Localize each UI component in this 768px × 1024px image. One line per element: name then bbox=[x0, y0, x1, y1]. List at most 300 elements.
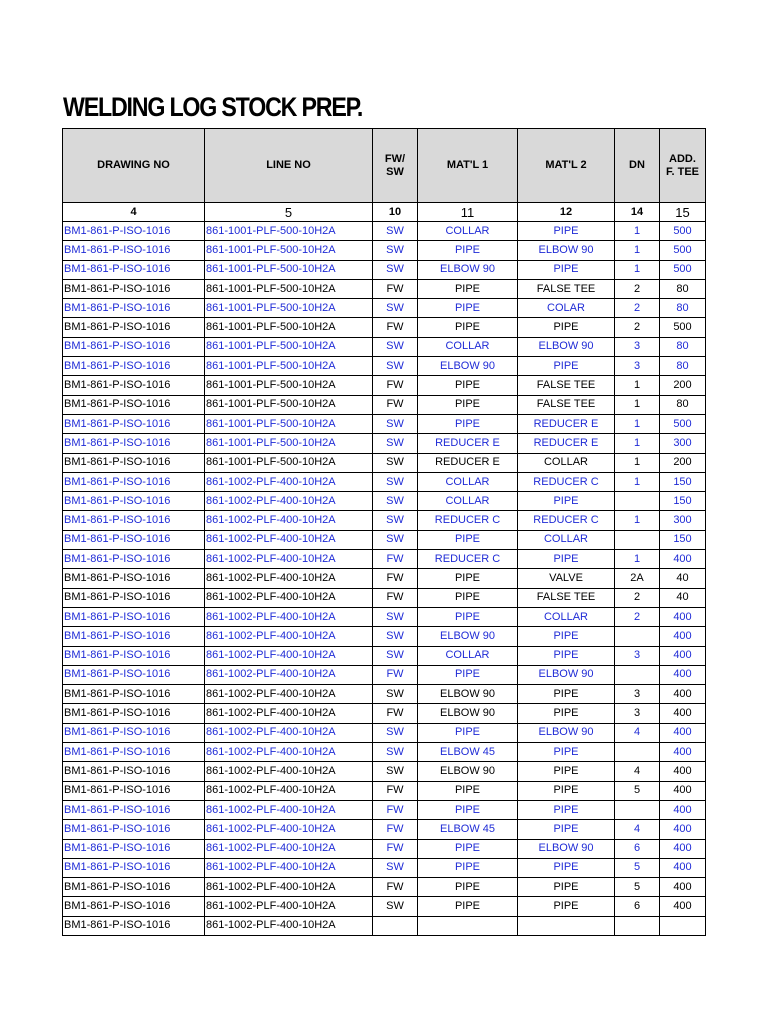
matl-2-cell: REDUCER C bbox=[518, 472, 615, 491]
add-f-tee-cell: 80 bbox=[660, 279, 706, 298]
add-f-tee-cell: 500 bbox=[660, 222, 706, 241]
line-no-cell: 861-1002-PLF-400-10H2A bbox=[205, 530, 373, 549]
header-fw-sw: FW/ SW bbox=[373, 129, 418, 203]
line-no-cell: 861-1002-PLF-400-10H2A bbox=[205, 511, 373, 530]
dn-cell: 5 bbox=[615, 878, 660, 897]
dn-cell: 4 bbox=[615, 723, 660, 742]
matl-1-cell: PIPE bbox=[418, 569, 518, 588]
table-row bbox=[63, 337, 706, 356]
dn-cell: 1 bbox=[615, 414, 660, 433]
drawing-no-cell: BM1-861-P-ISO-1016 bbox=[63, 627, 205, 646]
matl-1-cell: ELBOW 45 bbox=[418, 820, 518, 839]
dn-cell: 2 bbox=[615, 588, 660, 607]
add-f-tee-cell: 400 bbox=[660, 858, 706, 877]
table-row bbox=[63, 434, 706, 453]
line-no-cell: 861-1001-PLF-500-10H2A bbox=[205, 414, 373, 433]
add-f-tee-cell: 500 bbox=[660, 241, 706, 260]
drawing-no-cell: BM1-861-P-ISO-1016 bbox=[63, 839, 205, 858]
matl-2-cell: ELBOW 90 bbox=[518, 723, 615, 742]
line-no-cell: 861-1002-PLF-400-10H2A bbox=[205, 588, 373, 607]
matl-2-cell: PIPE bbox=[518, 704, 615, 723]
dn-cell: 3 bbox=[615, 337, 660, 356]
add-f-tee-cell: 80 bbox=[660, 395, 706, 414]
matl-1-cell: PIPE bbox=[418, 839, 518, 858]
dn-cell: 2 bbox=[615, 299, 660, 318]
fw-sw-cell: FW bbox=[373, 820, 418, 839]
table-row bbox=[63, 743, 706, 762]
line-no-cell: 861-1002-PLF-400-10H2A bbox=[205, 665, 373, 684]
drawing-no-cell: BM1-861-P-ISO-1016 bbox=[63, 916, 205, 935]
drawing-no-cell: BM1-861-P-ISO-1016 bbox=[63, 222, 205, 241]
matl-2-cell: COLLAR bbox=[518, 530, 615, 549]
dn-cell: 3 bbox=[615, 685, 660, 704]
dn-cell: 4 bbox=[615, 762, 660, 781]
fw-sw-cell: FW bbox=[373, 588, 418, 607]
fw-sw-cell: FW bbox=[373, 569, 418, 588]
drawing-no-cell: BM1-861-P-ISO-1016 bbox=[63, 357, 205, 376]
fw-sw-cell: FW bbox=[373, 781, 418, 800]
matl-2-cell: COLLAR bbox=[518, 607, 615, 626]
dn-cell: 1 bbox=[615, 472, 660, 491]
add-f-tee-cell: 150 bbox=[660, 530, 706, 549]
dn-cell: 5 bbox=[615, 781, 660, 800]
table-row bbox=[63, 627, 706, 646]
line-no-cell: 861-1001-PLF-500-10H2A bbox=[205, 453, 373, 472]
line-no-cell: 861-1002-PLF-400-10H2A bbox=[205, 704, 373, 723]
matl-2-cell: FALSE TEE bbox=[518, 376, 615, 395]
add-f-tee-cell: 150 bbox=[660, 492, 706, 511]
table-row bbox=[63, 395, 706, 414]
fw-sw-cell: SW bbox=[373, 685, 418, 704]
fw-sw-cell: SW bbox=[373, 646, 418, 665]
drawing-no-cell: BM1-861-P-ISO-1016 bbox=[63, 337, 205, 356]
table-row bbox=[63, 550, 706, 569]
drawing-no-cell: BM1-861-P-ISO-1016 bbox=[63, 414, 205, 433]
fw-sw-cell: FW bbox=[373, 704, 418, 723]
add-f-tee-cell: 500 bbox=[660, 414, 706, 433]
line-no-cell: 861-1001-PLF-500-10H2A bbox=[205, 318, 373, 337]
fw-sw-cell: SW bbox=[373, 511, 418, 530]
line-no-cell: 861-1002-PLF-400-10H2A bbox=[205, 685, 373, 704]
fw-sw-cell: SW bbox=[373, 607, 418, 626]
table-row bbox=[63, 588, 706, 607]
matl-1-cell: PIPE bbox=[418, 299, 518, 318]
add-f-tee-cell: 400 bbox=[660, 800, 706, 819]
line-no-cell: 861-1001-PLF-500-10H2A bbox=[205, 357, 373, 376]
drawing-no-cell: BM1-861-P-ISO-1016 bbox=[63, 241, 205, 260]
table-row bbox=[63, 569, 706, 588]
line-no-cell: 861-1002-PLF-400-10H2A bbox=[205, 820, 373, 839]
matl-1-cell: PIPE bbox=[418, 858, 518, 877]
drawing-no-cell: BM1-861-P-ISO-1016 bbox=[63, 511, 205, 530]
fw-sw-cell: SW bbox=[373, 743, 418, 762]
dn-cell bbox=[615, 665, 660, 684]
add-f-tee-cell: 400 bbox=[660, 878, 706, 897]
dn-cell bbox=[615, 916, 660, 935]
matl-1-cell: PIPE bbox=[418, 800, 518, 819]
add-f-tee-cell: 400 bbox=[660, 743, 706, 762]
table-row bbox=[63, 897, 706, 916]
drawing-no-cell: BM1-861-P-ISO-1016 bbox=[63, 318, 205, 337]
matl-2-cell: PIPE bbox=[518, 800, 615, 819]
line-no-cell: 861-1002-PLF-400-10H2A bbox=[205, 878, 373, 897]
dn-cell: 4 bbox=[615, 820, 660, 839]
fw-sw-cell: FW bbox=[373, 878, 418, 897]
drawing-no-cell: BM1-861-P-ISO-1016 bbox=[63, 453, 205, 472]
add-f-tee-cell: 40 bbox=[660, 569, 706, 588]
header-matl-2: MAT'L 2 bbox=[518, 129, 615, 203]
drawing-no-cell: BM1-861-P-ISO-1016 bbox=[63, 588, 205, 607]
drawing-no-cell: BM1-861-P-ISO-1016 bbox=[63, 665, 205, 684]
matl-1-cell: ELBOW 90 bbox=[418, 357, 518, 376]
matl-1-cell: ELBOW 90 bbox=[418, 685, 518, 704]
dn-cell: 2 bbox=[615, 318, 660, 337]
drawing-no-cell: BM1-861-P-ISO-1016 bbox=[63, 279, 205, 298]
matl-2-cell: ELBOW 90 bbox=[518, 241, 615, 260]
dn-cell: 2 bbox=[615, 607, 660, 626]
matl-1-cell: REDUCER C bbox=[418, 550, 518, 569]
matl-2-cell: PIPE bbox=[518, 897, 615, 916]
dn-cell: 1 bbox=[615, 260, 660, 279]
add-f-tee-cell: 400 bbox=[660, 646, 706, 665]
table-row bbox=[63, 685, 706, 704]
drawing-no-cell: BM1-861-P-ISO-1016 bbox=[63, 685, 205, 704]
line-no-cell: 861-1001-PLF-500-10H2A bbox=[205, 241, 373, 260]
dn-cell bbox=[615, 530, 660, 549]
add-f-tee-cell: 400 bbox=[660, 550, 706, 569]
dn-cell: 1 bbox=[615, 434, 660, 453]
matl-2-cell: REDUCER E bbox=[518, 414, 615, 433]
add-f-tee-cell: 200 bbox=[660, 453, 706, 472]
table-row bbox=[63, 453, 706, 472]
matl-2-cell: ELBOW 90 bbox=[518, 665, 615, 684]
add-f-tee-cell: 400 bbox=[660, 607, 706, 626]
matl-2-cell: PIPE bbox=[518, 318, 615, 337]
table-row bbox=[63, 260, 706, 279]
page-title: WELDING LOG STOCK PREP. bbox=[63, 92, 363, 122]
matl-1-cell: ELBOW 45 bbox=[418, 743, 518, 762]
dn-cell: 3 bbox=[615, 646, 660, 665]
table-row bbox=[63, 492, 706, 511]
header-row bbox=[63, 129, 706, 203]
header-matl-1: MAT'L 1 bbox=[418, 129, 518, 203]
fw-sw-cell: SW bbox=[373, 762, 418, 781]
add-f-tee-cell: 400 bbox=[660, 665, 706, 684]
column-number: 12 bbox=[518, 203, 615, 222]
fw-sw-cell: FW bbox=[373, 550, 418, 569]
matl-2-cell: FALSE TEE bbox=[518, 395, 615, 414]
matl-2-cell: PIPE bbox=[518, 260, 615, 279]
matl-2-cell: PIPE bbox=[518, 550, 615, 569]
add-f-tee-cell: 400 bbox=[660, 820, 706, 839]
line-no-cell: 861-1002-PLF-400-10H2A bbox=[205, 781, 373, 800]
line-no-cell: 861-1002-PLF-400-10H2A bbox=[205, 646, 373, 665]
line-no-cell: 861-1002-PLF-400-10H2A bbox=[205, 723, 373, 742]
fw-sw-cell: FW bbox=[373, 376, 418, 395]
matl-2-cell: COLLAR bbox=[518, 453, 615, 472]
add-f-tee-cell: 80 bbox=[660, 337, 706, 356]
matl-1-cell: COLLAR bbox=[418, 337, 518, 356]
dn-cell: 6 bbox=[615, 897, 660, 916]
table-row bbox=[63, 878, 706, 897]
add-f-tee-cell: 400 bbox=[660, 685, 706, 704]
matl-1-cell: PIPE bbox=[418, 414, 518, 433]
dn-cell bbox=[615, 800, 660, 819]
add-f-tee-cell: 400 bbox=[660, 762, 706, 781]
matl-1-cell: ELBOW 90 bbox=[418, 260, 518, 279]
drawing-no-cell: BM1-861-P-ISO-1016 bbox=[63, 530, 205, 549]
fw-sw-cell: SW bbox=[373, 627, 418, 646]
matl-1-cell bbox=[418, 916, 518, 935]
matl-1-cell: PIPE bbox=[418, 897, 518, 916]
table-row bbox=[63, 511, 706, 530]
line-no-cell: 861-1002-PLF-400-10H2A bbox=[205, 472, 373, 491]
fw-sw-cell: SW bbox=[373, 260, 418, 279]
fw-sw-cell: SW bbox=[373, 897, 418, 916]
table-row bbox=[63, 299, 706, 318]
dn-cell: 3 bbox=[615, 704, 660, 723]
matl-1-cell: PIPE bbox=[418, 241, 518, 260]
fw-sw-cell: SW bbox=[373, 299, 418, 318]
table-row bbox=[63, 646, 706, 665]
table-row bbox=[63, 781, 706, 800]
line-no-cell: 861-1002-PLF-400-10H2A bbox=[205, 569, 373, 588]
matl-1-cell: ELBOW 90 bbox=[418, 627, 518, 646]
drawing-no-cell: BM1-861-P-ISO-1016 bbox=[63, 897, 205, 916]
dn-cell: 1 bbox=[615, 222, 660, 241]
dn-cell: 6 bbox=[615, 839, 660, 858]
matl-2-cell bbox=[518, 916, 615, 935]
header-line-no: LINE NO bbox=[205, 129, 373, 203]
drawing-no-cell: BM1-861-P-ISO-1016 bbox=[63, 492, 205, 511]
dn-cell: 1 bbox=[615, 376, 660, 395]
matl-2-cell: REDUCER E bbox=[518, 434, 615, 453]
matl-1-cell: PIPE bbox=[418, 781, 518, 800]
column-number: 10 bbox=[373, 203, 418, 222]
matl-1-cell: PIPE bbox=[418, 723, 518, 742]
matl-2-cell: PIPE bbox=[518, 357, 615, 376]
column-number: 14 bbox=[615, 203, 660, 222]
add-f-tee-cell: 400 bbox=[660, 839, 706, 858]
dn-cell: 3 bbox=[615, 357, 660, 376]
matl-1-cell: PIPE bbox=[418, 878, 518, 897]
fw-sw-cell: SW bbox=[373, 222, 418, 241]
table-row bbox=[63, 357, 706, 376]
matl-1-cell: COLLAR bbox=[418, 646, 518, 665]
matl-1-cell: PIPE bbox=[418, 376, 518, 395]
line-no-cell: 861-1001-PLF-500-10H2A bbox=[205, 395, 373, 414]
line-no-cell: 861-1002-PLF-400-10H2A bbox=[205, 762, 373, 781]
matl-2-cell: VALVE bbox=[518, 569, 615, 588]
column-number: 5 bbox=[205, 203, 373, 222]
drawing-no-cell: BM1-861-P-ISO-1016 bbox=[63, 781, 205, 800]
line-no-cell: 861-1001-PLF-500-10H2A bbox=[205, 337, 373, 356]
table-row bbox=[63, 762, 706, 781]
matl-2-cell: PIPE bbox=[518, 492, 615, 511]
drawing-no-cell: BM1-861-P-ISO-1016 bbox=[63, 820, 205, 839]
matl-2-cell: REDUCER C bbox=[518, 511, 615, 530]
matl-2-cell: PIPE bbox=[518, 820, 615, 839]
matl-1-cell: PIPE bbox=[418, 665, 518, 684]
add-f-tee-cell: 400 bbox=[660, 781, 706, 800]
line-no-cell: 861-1002-PLF-400-10H2A bbox=[205, 627, 373, 646]
matl-1-cell: COLLAR bbox=[418, 492, 518, 511]
table-row bbox=[63, 665, 706, 684]
header-add-f-tee: ADD. F. TEE bbox=[660, 129, 706, 203]
drawing-no-cell: BM1-861-P-ISO-1016 bbox=[63, 569, 205, 588]
table-row bbox=[63, 916, 706, 935]
drawing-no-cell: BM1-861-P-ISO-1016 bbox=[63, 472, 205, 491]
drawing-no-cell: BM1-861-P-ISO-1016 bbox=[63, 878, 205, 897]
drawing-no-cell: BM1-861-P-ISO-1016 bbox=[63, 723, 205, 742]
matl-2-cell: ELBOW 90 bbox=[518, 839, 615, 858]
add-f-tee-cell: 300 bbox=[660, 511, 706, 530]
table-row bbox=[63, 704, 706, 723]
add-f-tee-cell: 150 bbox=[660, 472, 706, 491]
dn-cell: 5 bbox=[615, 858, 660, 877]
add-f-tee-cell: 400 bbox=[660, 897, 706, 916]
add-f-tee-cell: 500 bbox=[660, 260, 706, 279]
matl-2-cell: PIPE bbox=[518, 762, 615, 781]
table-row bbox=[63, 318, 706, 337]
table-row bbox=[63, 800, 706, 819]
table-row bbox=[63, 279, 706, 298]
dn-cell bbox=[615, 627, 660, 646]
table-row bbox=[63, 858, 706, 877]
fw-sw-cell: SW bbox=[373, 337, 418, 356]
matl-2-cell: PIPE bbox=[518, 627, 615, 646]
matl-1-cell: PIPE bbox=[418, 279, 518, 298]
fw-sw-cell: SW bbox=[373, 858, 418, 877]
header-drawing-no: DRAWING NO bbox=[63, 129, 205, 203]
matl-2-cell: PIPE bbox=[518, 685, 615, 704]
fw-sw-cell: SW bbox=[373, 492, 418, 511]
line-no-cell: 861-1002-PLF-400-10H2A bbox=[205, 839, 373, 858]
fw-sw-cell: SW bbox=[373, 241, 418, 260]
drawing-no-cell: BM1-861-P-ISO-1016 bbox=[63, 395, 205, 414]
dn-cell: 1 bbox=[615, 395, 660, 414]
fw-sw-cell: FW bbox=[373, 665, 418, 684]
drawing-no-cell: BM1-861-P-ISO-1016 bbox=[63, 434, 205, 453]
line-no-cell: 861-1001-PLF-500-10H2A bbox=[205, 222, 373, 241]
add-f-tee-cell: 400 bbox=[660, 627, 706, 646]
fw-sw-cell: SW bbox=[373, 453, 418, 472]
line-no-cell: 861-1002-PLF-400-10H2A bbox=[205, 550, 373, 569]
fw-sw-cell: SW bbox=[373, 434, 418, 453]
drawing-no-cell: BM1-861-P-ISO-1016 bbox=[63, 762, 205, 781]
fw-sw-cell: FW bbox=[373, 279, 418, 298]
matl-2-cell: PIPE bbox=[518, 878, 615, 897]
line-no-cell: 861-1002-PLF-400-10H2A bbox=[205, 916, 373, 935]
line-no-cell: 861-1001-PLF-500-10H2A bbox=[205, 434, 373, 453]
fw-sw-cell: SW bbox=[373, 414, 418, 433]
matl-2-cell: COLAR bbox=[518, 299, 615, 318]
matl-2-cell: PIPE bbox=[518, 222, 615, 241]
table-row bbox=[63, 222, 706, 241]
fw-sw-cell: FW bbox=[373, 839, 418, 858]
column-number: 4 bbox=[63, 203, 205, 222]
matl-2-cell: PIPE bbox=[518, 743, 615, 762]
line-no-cell: 861-1002-PLF-400-10H2A bbox=[205, 858, 373, 877]
fw-sw-cell: FW bbox=[373, 395, 418, 414]
line-no-cell: 861-1001-PLF-500-10H2A bbox=[205, 279, 373, 298]
matl-2-cell: PIPE bbox=[518, 858, 615, 877]
add-f-tee-cell: 40 bbox=[660, 588, 706, 607]
table-row bbox=[63, 414, 706, 433]
drawing-no-cell: BM1-861-P-ISO-1016 bbox=[63, 646, 205, 665]
header-dn: DN bbox=[615, 129, 660, 203]
table-row bbox=[63, 472, 706, 491]
table-row bbox=[63, 241, 706, 260]
drawing-no-cell: BM1-861-P-ISO-1016 bbox=[63, 704, 205, 723]
fw-sw-cell: SW bbox=[373, 357, 418, 376]
add-f-tee-cell: 400 bbox=[660, 723, 706, 742]
matl-2-cell: FALSE TEE bbox=[518, 279, 615, 298]
drawing-no-cell: BM1-861-P-ISO-1016 bbox=[63, 260, 205, 279]
dn-cell bbox=[615, 743, 660, 762]
drawing-no-cell: BM1-861-P-ISO-1016 bbox=[63, 376, 205, 395]
add-f-tee-cell: 400 bbox=[660, 704, 706, 723]
column-number-row bbox=[63, 203, 706, 222]
add-f-tee-cell: 80 bbox=[660, 299, 706, 318]
dn-cell: 1 bbox=[615, 511, 660, 530]
add-f-tee-cell: 300 bbox=[660, 434, 706, 453]
add-f-tee-cell: 500 bbox=[660, 318, 706, 337]
fw-sw-cell: SW bbox=[373, 530, 418, 549]
column-number: 11 bbox=[418, 203, 518, 222]
matl-1-cell: PIPE bbox=[418, 530, 518, 549]
matl-1-cell: COLLAR bbox=[418, 472, 518, 491]
fw-sw-cell: FW bbox=[373, 800, 418, 819]
line-no-cell: 861-1002-PLF-400-10H2A bbox=[205, 492, 373, 511]
matl-2-cell: PIPE bbox=[518, 781, 615, 800]
add-f-tee-cell bbox=[660, 916, 706, 935]
fw-sw-cell: FW bbox=[373, 318, 418, 337]
fw-sw-cell: SW bbox=[373, 472, 418, 491]
matl-2-cell: PIPE bbox=[518, 646, 615, 665]
dn-cell bbox=[615, 492, 660, 511]
line-no-cell: 861-1002-PLF-400-10H2A bbox=[205, 607, 373, 626]
matl-1-cell: PIPE bbox=[418, 318, 518, 337]
line-no-cell: 861-1002-PLF-400-10H2A bbox=[205, 800, 373, 819]
matl-1-cell: REDUCER E bbox=[418, 453, 518, 472]
fw-sw-cell: SW bbox=[373, 723, 418, 742]
welding-log-table bbox=[62, 128, 706, 936]
matl-1-cell: PIPE bbox=[418, 588, 518, 607]
dn-cell: 1 bbox=[615, 241, 660, 260]
dn-cell: 1 bbox=[615, 550, 660, 569]
dn-cell: 1 bbox=[615, 453, 660, 472]
drawing-no-cell: BM1-861-P-ISO-1016 bbox=[63, 299, 205, 318]
table-row bbox=[63, 723, 706, 742]
line-no-cell: 861-1001-PLF-500-10H2A bbox=[205, 299, 373, 318]
line-no-cell: 861-1001-PLF-500-10H2A bbox=[205, 260, 373, 279]
add-f-tee-cell: 80 bbox=[660, 357, 706, 376]
drawing-no-cell: BM1-861-P-ISO-1016 bbox=[63, 858, 205, 877]
table-row bbox=[63, 376, 706, 395]
drawing-no-cell: BM1-861-P-ISO-1016 bbox=[63, 743, 205, 762]
drawing-no-cell: BM1-861-P-ISO-1016 bbox=[63, 550, 205, 569]
matl-2-cell: FALSE TEE bbox=[518, 588, 615, 607]
fw-sw-cell bbox=[373, 916, 418, 935]
line-no-cell: 861-1002-PLF-400-10H2A bbox=[205, 897, 373, 916]
matl-1-cell: ELBOW 90 bbox=[418, 704, 518, 723]
matl-1-cell: REDUCER C bbox=[418, 511, 518, 530]
matl-1-cell: ELBOW 90 bbox=[418, 762, 518, 781]
table-row bbox=[63, 839, 706, 858]
dn-cell: 2 bbox=[615, 279, 660, 298]
matl-2-cell: ELBOW 90 bbox=[518, 337, 615, 356]
